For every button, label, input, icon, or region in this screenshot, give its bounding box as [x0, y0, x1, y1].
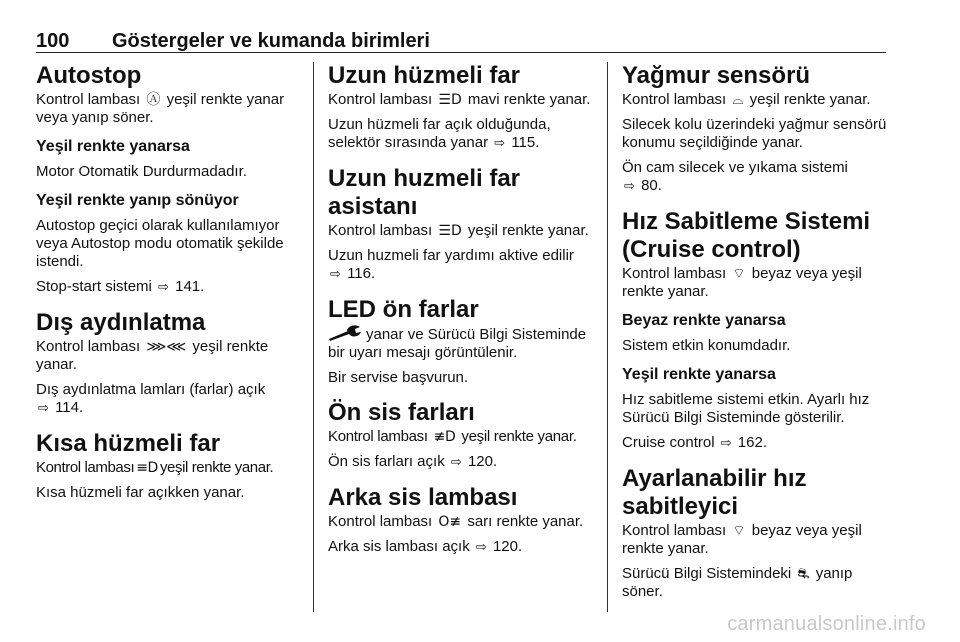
- text: Kontrol lambası: [622, 265, 727, 282]
- reference-arrow-icon: ⇨: [158, 280, 169, 295]
- text: yeşil renkte yanar.: [461, 428, 577, 445]
- paragraph: [328, 325, 596, 362]
- text: yeşil renkte yanar.: [159, 459, 274, 476]
- page-reference[interactable]: 162.: [737, 434, 767, 451]
- section-title-rear-fog: Arka sis lambası: [328, 484, 518, 511]
- paragraph: [36, 91, 304, 127]
- text: Kontrol lambası: [622, 91, 727, 108]
- text: Kontrol lambası: [328, 428, 428, 445]
- page-reference[interactable]: 115.: [511, 134, 540, 151]
- paragraph: Motor Otomatik Durdurmadadır.: [36, 163, 247, 180]
- paragraph: [36, 338, 304, 374]
- page-reference[interactable]: 120.: [492, 538, 523, 555]
- column-1: [36, 62, 304, 509]
- section-title-autostop: Autostop: [36, 62, 142, 89]
- text: yeşil renkte yanar.: [467, 222, 589, 239]
- paragraph: [622, 522, 890, 558]
- page-reference[interactable]: 80.: [641, 177, 662, 194]
- text: mavi renkte yanar.: [467, 91, 591, 108]
- text: Ön sis farları açık: [328, 453, 445, 470]
- text: sarı renkte yanar.: [467, 513, 584, 530]
- high-beam-icon: ☰D: [438, 92, 462, 108]
- text: Kontrol lambası: [36, 459, 135, 476]
- page-title: Göstergeler ve kumanda birimleri: [112, 30, 430, 52]
- front-fog-icon: ≢D: [433, 429, 456, 445]
- page-reference[interactable]: 114.: [55, 399, 84, 416]
- column-divider: [607, 62, 608, 612]
- text: Arka sis lambası açık: [328, 538, 470, 555]
- page-reference[interactable]: 141.: [175, 278, 205, 295]
- rain-sensor-icon: ⌓: [732, 92, 744, 108]
- paragraph: [622, 434, 890, 453]
- text: Uzun hüzmeli far açık olduğunda, selektör sırasında yanar: [328, 116, 551, 151]
- text: yanıp söner.: [622, 565, 853, 600]
- reference-arrow-icon: ⇨: [450, 455, 462, 470]
- page-number: 100: [36, 30, 70, 52]
- reference-arrow-icon: ⇨: [475, 540, 487, 555]
- text: Stop-start sistemi: [36, 278, 152, 295]
- reference-arrow-icon: ⇨: [38, 401, 49, 416]
- column-3: [622, 62, 890, 608]
- paragraph: [328, 91, 596, 109]
- section-title-high-beam: Uzun hüzmeli far: [328, 62, 521, 89]
- text: beyaz veya yeşil renkte yanar.: [622, 522, 862, 557]
- paragraph: [36, 459, 304, 477]
- autostop-icon: Ⓐ: [146, 92, 161, 108]
- rear-fog-icon: O≢: [438, 514, 462, 530]
- column-divider: [313, 62, 314, 612]
- paragraph: [328, 453, 596, 472]
- cruise-control-icon: ⌔: [732, 523, 746, 539]
- paragraph: [622, 91, 890, 109]
- text: Dış aydınlatma lamları (farlar) açık: [36, 381, 266, 398]
- section-title-cruise-control: Hız Sabitleme Sistemi (Cruise control): [622, 208, 871, 263]
- text: Kontrol lambası: [328, 222, 433, 239]
- subheading: Yeşil renkte yanıp sönüyor: [36, 192, 239, 209]
- paragraph: Kısa hüzmeli far açıkken yanar.: [36, 484, 245, 501]
- paragraph: Sistem etkin konumdadır.: [622, 337, 791, 354]
- watermark: carmanualsonline.info: [727, 613, 926, 635]
- text: Kontrol lambası: [622, 522, 727, 539]
- section-title-exterior-lighting: Dış aydınlatma: [36, 309, 206, 336]
- paragraph: [328, 116, 596, 153]
- section-title-adjustable-speed-limiter: Ayarlanabilir hız sabitleyici: [622, 465, 807, 520]
- text: Kontrol lambası: [328, 91, 433, 108]
- exterior-light-icon: ⋙⋘: [146, 339, 187, 355]
- paragraph: [328, 222, 596, 240]
- text: beyaz veya yeşil renkte yanar.: [622, 265, 862, 300]
- high-beam-assist-icon: ☰D: [438, 223, 462, 239]
- paragraph: Bir servise başvurun.: [328, 369, 469, 386]
- text: yeşil renkte yanar.: [36, 338, 269, 373]
- text: Ön cam silecek ve yıkama sistemi: [622, 159, 848, 176]
- text: yanar ve Sürücü Bilgi Sisteminde bir uyarı mesajı görüntülenir.: [328, 326, 587, 361]
- paragraph: [622, 265, 890, 301]
- reference-arrow-icon: ⇨: [624, 179, 635, 194]
- speed-limiter-icon: ⛐: [797, 566, 810, 582]
- paragraph: [328, 247, 596, 284]
- section-title-led-headlights: LED ön farlar: [328, 296, 479, 323]
- paragraph: Hız sabitleme sistemi etkin. Ayarlı hız Sürücü Bilgi Sisteminde gösterilir.: [622, 391, 870, 426]
- reference-arrow-icon: ⇨: [330, 267, 341, 282]
- paragraph: Silecek kolu üzerindeki yağmur sensörü konumu seçildiğinde yanar.: [622, 116, 887, 151]
- text: Kontrol lambası: [36, 91, 141, 108]
- text: Cruise control: [622, 434, 715, 451]
- subheading: Yeşil renkte yanarsa: [36, 138, 190, 155]
- reference-arrow-icon: ⇨: [494, 136, 506, 151]
- section-title-rain-sensor: Yağmur sensörü: [622, 62, 811, 89]
- text: yeşil renkte yanar.: [749, 91, 871, 108]
- page-header: [36, 30, 886, 53]
- page-reference[interactable]: 120.: [467, 453, 498, 470]
- column-2: [328, 62, 596, 564]
- paragraph: [328, 428, 596, 446]
- subheading: Beyaz renkte yanarsa: [622, 312, 786, 329]
- section-title-front-fog: Ön sis farları: [328, 399, 475, 426]
- reference-arrow-icon: ⇨: [720, 436, 732, 451]
- text: yeşil renkte yanar veya yanıp söner.: [36, 91, 285, 126]
- paragraph: [36, 278, 304, 297]
- cruise-control-icon: ⌔: [732, 266, 746, 282]
- low-beam-icon: ≡D: [136, 460, 158, 476]
- subheading: Yeşil renkte yanarsa: [622, 366, 776, 383]
- section-title-high-beam-assist: Uzun huzmeli far asistanı: [328, 165, 521, 220]
- text: Sürücü Bilgi Sistemindeki: [622, 565, 792, 582]
- paragraph: [622, 565, 890, 601]
- wrench-icon: [328, 325, 362, 341]
- paragraph: [328, 538, 596, 557]
- page-reference[interactable]: 116.: [347, 265, 376, 282]
- section-title-low-beam: Kısa hüzmeli far: [36, 430, 221, 457]
- paragraph: [328, 513, 596, 531]
- text: Kontrol lambası: [36, 338, 141, 355]
- paragraph: [36, 381, 304, 418]
- paragraph: [622, 159, 890, 196]
- text: Kontrol lambası: [328, 513, 433, 530]
- paragraph: Autostop geçici olarak kullanılamıyor veya Autostop modu otomatik şekilde istendi.: [36, 217, 284, 270]
- text: Uzun huzmeli far yardımı aktive edilir: [328, 247, 574, 264]
